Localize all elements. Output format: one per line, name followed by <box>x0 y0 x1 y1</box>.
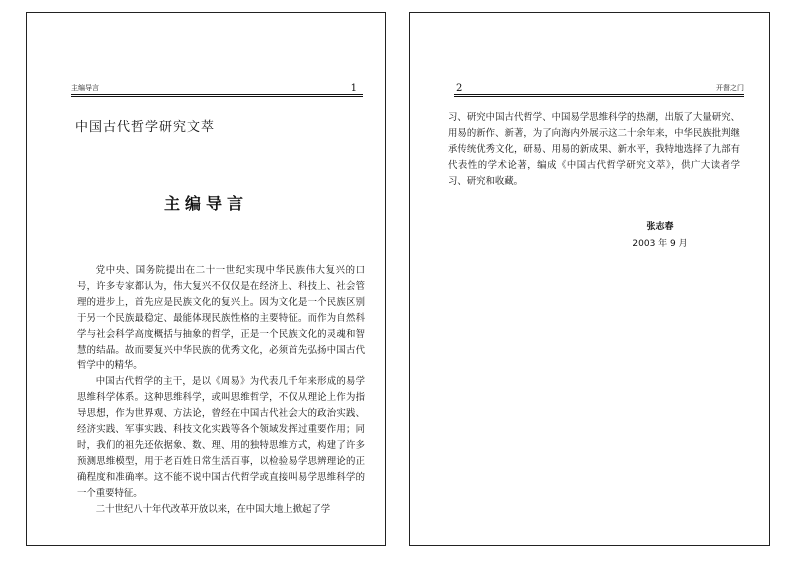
signature-date: 2003 年 9 月 <box>632 239 688 249</box>
running-head-title: 主编导言 <box>71 84 99 92</box>
chapter-title: 主编导言 <box>163 194 248 213</box>
header-rule-thin <box>71 96 363 97</box>
signature-name: 张志春 <box>646 222 674 232</box>
series-title: 中国古代哲学研究文萃 <box>75 120 216 135</box>
paragraph: 习、研究中国古代哲学、中国易学思维科学的热潮，出版了大量研究、用易的新作、新著，为了向海内外展示这二十余年来，中华民族批判继承传统优秀文化，研易、用易的新成果、新水平，我特地选择了九部有代表性的学术论著，编成《中国古代哲学研究文萃》，供广大读者学习、研究和收藏。 <box>448 112 740 187</box>
body-text <box>77 263 365 518</box>
paragraph: 中国古代哲学的主干，是以《周易》为代表几千年来形成的易学思维科学体系。这种思维科学，或叫思维哲学，不仅从理论上作为指导思想，作为世界观、方法论，曾经在中国古代社会大的政治实践、经济实践、军事实践、科技文化实践等各个领域发挥过重要作用；同时，我们的祖先还依据象、数、理、用的独特思维方式，构建了许多预测思维模型，用于老百姓日常生活百事，以检验易学思辨理论的正确程度和准确率。这不能不说中国古代哲学或直接叫易学思维科学的一个重要特征。 <box>77 376 365 499</box>
running-head-title: 开督之门 <box>716 84 744 92</box>
page-number: 1 <box>350 83 357 94</box>
header-rule <box>454 94 744 95</box>
right-page <box>409 12 770 546</box>
page-number: 2 <box>456 83 463 94</box>
paragraph: 党中央、国务院提出在二十一世纪实现中华民族伟大复兴的口号，许多专家都认为，伟大复兴不仅仅是在经济上、科技上、社会管理的进步上，首先应是民族文化的复兴上。因为文化是一个民族区别于另一个民族最稳定、最能体现民族性格的主要特征。而作为自然科学与社会科学高度概括与抽象的哲学，正是一个民族文化的灵魂和智慧的结晶。故而要复兴中华民族的优秀文化，必须首先弘扬中国古代哲学中的精华。 <box>77 265 365 372</box>
paragraph: 二十世纪八十年代改革开放以来，在中国大地上掀起了学 <box>95 503 331 515</box>
header-rule <box>71 94 363 95</box>
body-text <box>448 110 740 190</box>
running-header <box>71 81 363 95</box>
running-header <box>454 81 744 95</box>
header-rule-thin <box>454 96 744 97</box>
left-page <box>26 12 386 546</box>
